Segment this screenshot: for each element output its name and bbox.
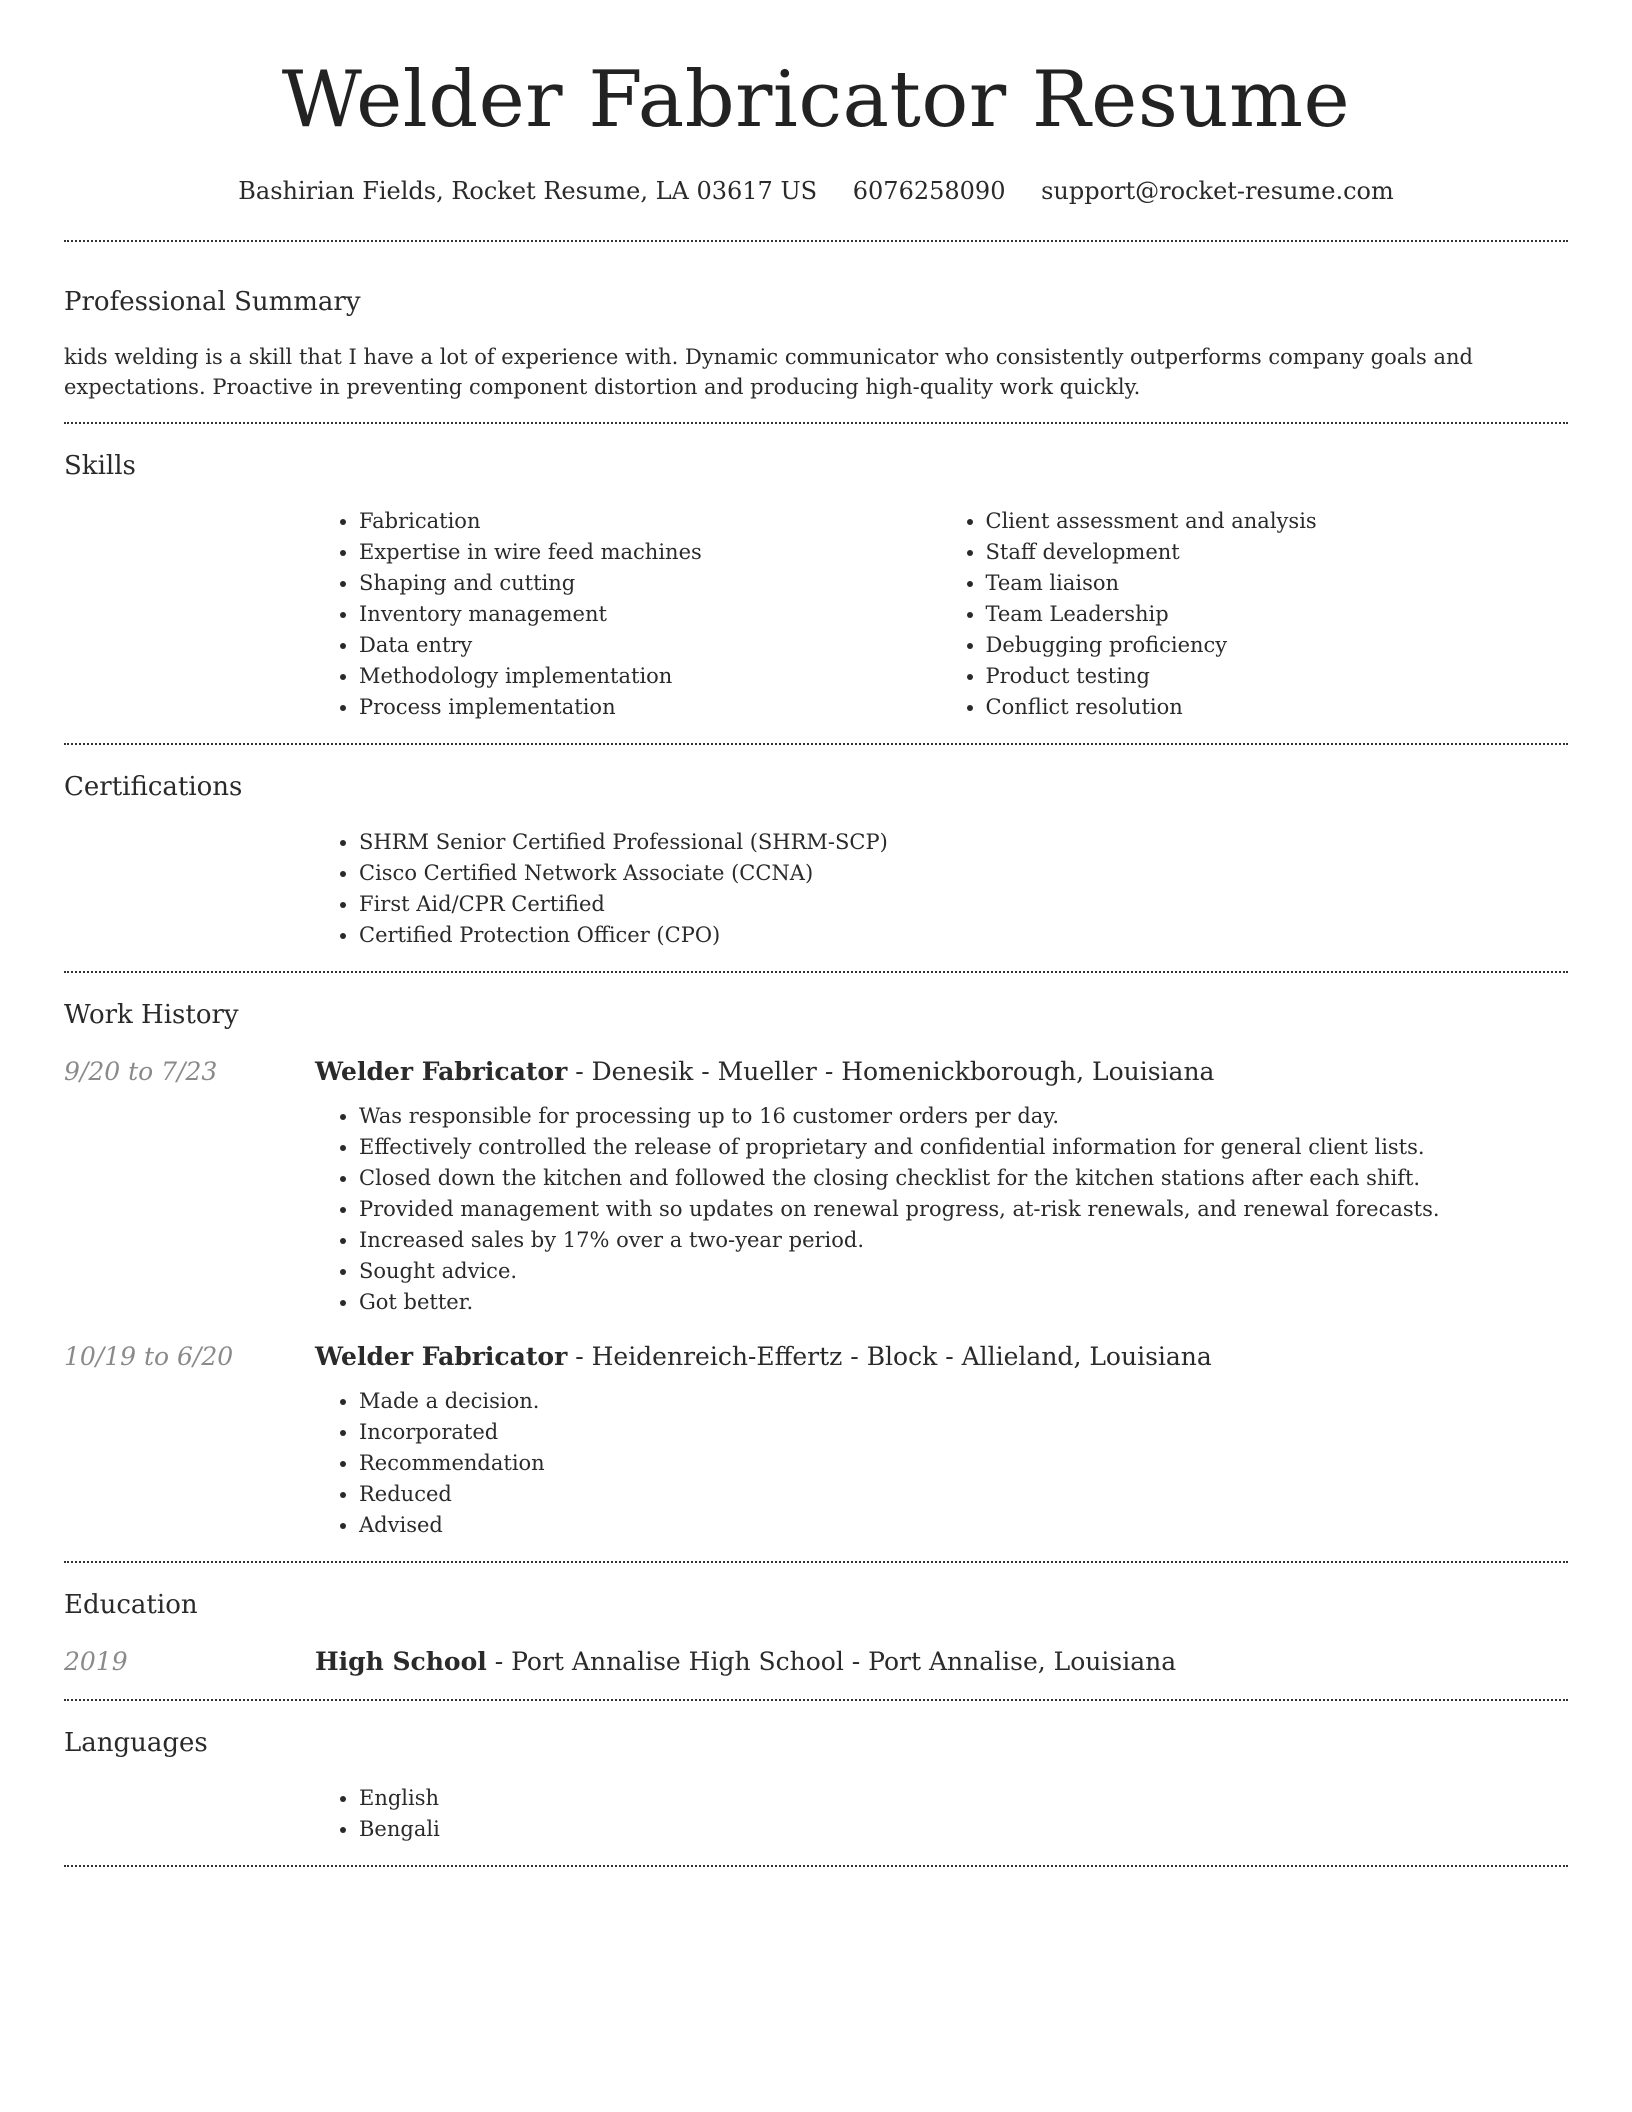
job-details: - Denesik - Mueller - Homenickborough, Louisiana <box>567 1057 1215 1086</box>
list-item: • Certified Protection Officer (CPO) <box>359 920 1568 951</box>
languages-body <box>315 1783 1568 1845</box>
list-item: • Data entry <box>359 630 942 661</box>
job-role: Welder Fabricator <box>315 1342 568 1371</box>
list-item: • Process implementation <box>359 692 942 723</box>
section-title: Work History <box>64 1000 239 1030</box>
contact-line <box>64 176 1568 206</box>
skills-columns <box>315 506 1568 723</box>
list-item: • Was responsible for processing up to 16 customer orders per day. <box>359 1101 1568 1132</box>
contact-phone: 6076258090 <box>852 177 1006 205</box>
list-item: • SHRM Senior Certified Professional (SHRM-SCP) <box>359 827 1568 858</box>
work-bullets <box>315 1101 1568 1318</box>
degree: High School <box>315 1647 487 1676</box>
list-item: • Increased sales by 17% over a two-year period. <box>359 1225 1568 1256</box>
list-item: • Product testing <box>986 661 1569 692</box>
section-skills <box>64 424 1568 743</box>
list-item: • Fabrication <box>359 506 942 537</box>
list-item: • Inventory management <box>359 599 942 630</box>
work-dates: 10/19 to 6/20 <box>64 1342 234 1371</box>
section-professional-summary <box>64 242 1568 422</box>
education-entry <box>64 1645 1568 1679</box>
list-item: • Incorporated <box>359 1417 1568 1448</box>
section-title: Certifications <box>64 772 243 802</box>
school-details: - Port Annalise High School - Port Annalise, Louisiana <box>486 1647 1177 1676</box>
section-title: Skills <box>64 451 136 481</box>
list-item: • Sought advice. <box>359 1256 1568 1287</box>
job-role: Welder Fabricator <box>315 1057 568 1086</box>
list-item: • Expertise in wire feed machines <box>359 537 942 568</box>
work-entry <box>64 1340 1568 1541</box>
work-entry-main <box>315 1340 1568 1541</box>
work-entry <box>64 1055 1568 1318</box>
section-education <box>64 1563 1568 1699</box>
list-item: • Got better. <box>359 1287 1568 1318</box>
section-languages <box>64 1701 1568 1865</box>
contact-address: Bashirian Fields, Rocket Resume, LA 03617 US <box>238 177 818 205</box>
list-item: • Advised <box>359 1510 1568 1541</box>
list-item: • Cisco Certified Network Associate (CCNA) <box>359 858 1568 889</box>
job-details: - Heidenreich-Effertz - Block - Allieland, Louisiana <box>567 1342 1212 1371</box>
certifications-body <box>315 827 1568 951</box>
education-heading <box>315 1645 1176 1679</box>
contact-email: support@rocket-resume.com <box>1041 177 1394 205</box>
languages-list <box>315 1783 1568 1845</box>
list-item: • Provided management with so updates on renewal progress, at-risk renewals, and renewal forecasts. <box>359 1194 1568 1225</box>
list-item: • Debugging proficiency <box>986 630 1569 661</box>
list-item: • Closed down the kitchen and followed the closing checklist for the kitchen stations after each shift. <box>359 1163 1568 1194</box>
resume-title: Welder Fabricator Resume <box>281 55 1351 145</box>
list-item: • Bengali <box>359 1814 1568 1845</box>
list-item: • Client assessment and analysis <box>986 506 1569 537</box>
work-heading <box>315 1340 1568 1374</box>
resume-header <box>64 0 1568 206</box>
work-bullets <box>315 1386 1568 1541</box>
work-heading <box>315 1055 1568 1089</box>
list-item: • Reduced <box>359 1479 1568 1510</box>
summary-text: kids welding is a skill that I have a lot of experience with. Dynamic communicator who consistently outperforms company goals and expectations. Proactive in preventing component distortion and producing high-quality work quickly. <box>64 345 1473 399</box>
list-item: • Staff development <box>986 537 1569 568</box>
section-title: Languages <box>64 1728 208 1758</box>
skills-list-right <box>942 506 1569 723</box>
list-item: • Conflict resolution <box>986 692 1569 723</box>
list-item: • Methodology implementation <box>359 661 942 692</box>
skills-list-left <box>315 506 942 723</box>
list-item: • First Aid/CPR Certified <box>359 889 1568 920</box>
list-item: • Effectively controlled the release of proprietary and confidential information for general client lists. <box>359 1132 1568 1163</box>
section-certifications <box>64 745 1568 971</box>
section-title: Professional Summary <box>64 287 361 317</box>
work-dates: 9/20 to 7/23 <box>64 1057 218 1086</box>
list-item: • Team Leadership <box>986 599 1569 630</box>
section-work-history <box>64 973 1568 1561</box>
certifications-list <box>315 827 1568 951</box>
section-divider <box>64 1865 1568 1867</box>
work-entry-main <box>315 1055 1568 1318</box>
list-item: • Shaping and cutting <box>359 568 942 599</box>
list-item: • Made a decision. <box>359 1386 1568 1417</box>
education-year: 2019 <box>64 1647 128 1676</box>
list-item: • Team liaison <box>986 568 1569 599</box>
section-title: Education <box>64 1590 198 1620</box>
list-item: • English <box>359 1783 1568 1814</box>
list-item: • Recommendation <box>359 1448 1568 1479</box>
